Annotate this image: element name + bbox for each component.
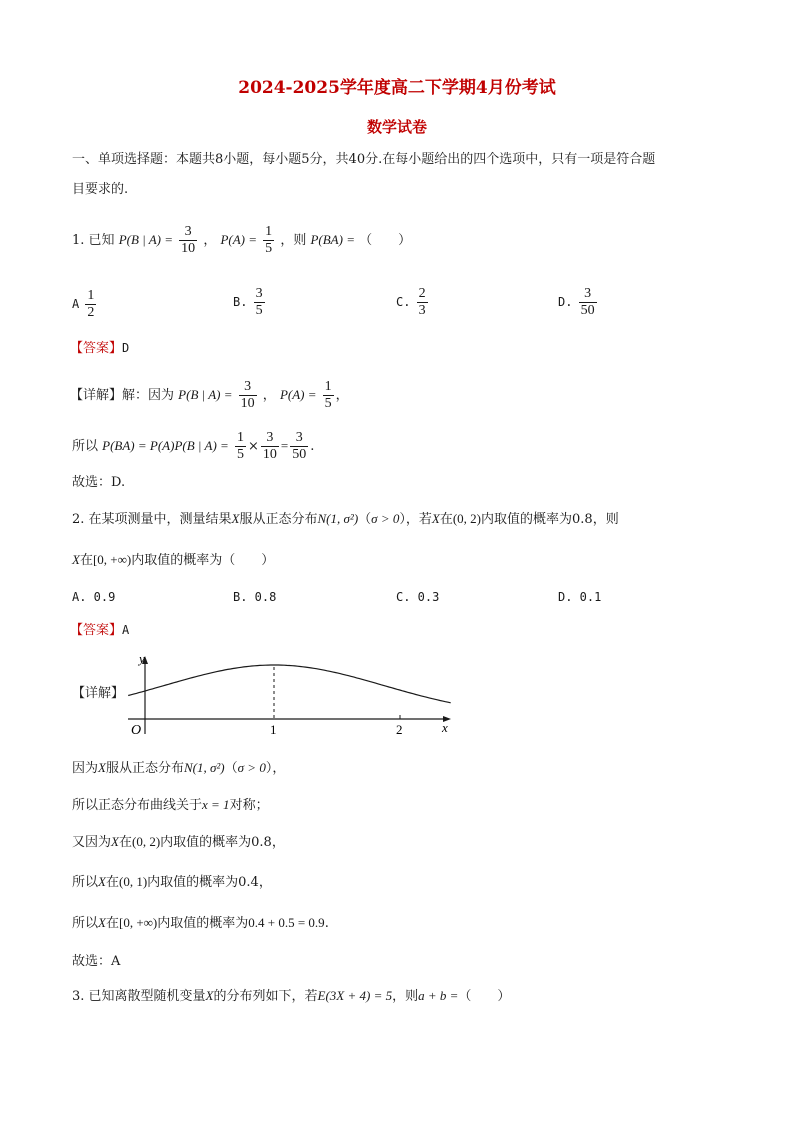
q2-explain-1: 因为X服从正态分布N(1, σ²)（σ > 0）， xyxy=(72,760,286,776)
q1-frac-3-10: $\frac{3}{10}$ xyxy=(181,224,196,256)
origin-label: O xyxy=(131,723,142,738)
q1-option-d: D. $\frac{3}{50}$ xyxy=(558,286,595,318)
q1-option-b: B. $\frac{3}{5}$ xyxy=(233,286,263,318)
normal-distribution-graph xyxy=(125,648,455,738)
q2-explain-3: 又因为X在(0, 2)内取值的概率为0.8， xyxy=(72,834,285,850)
question-3: 3. 已知离散型随机变量X的分布列如下，若E(3X + 4) = 5，则a + b =（ ） xyxy=(72,988,511,1004)
q1-blank: （ ） xyxy=(359,233,412,248)
question-2-line2: X在[0, +∞)内取值的概率为（ ） xyxy=(72,552,275,568)
q1-product: 所以 P(BA) = P(A)P(B | A) = $\frac{1}{5}$ × $\frac{3}{10}$ = $\frac{3}{50}$ . xyxy=(72,430,315,462)
q1-pba-cond: P(B | A) = xyxy=(118,232,174,247)
q1-frac-1-5: $\frac{1}{5}$ xyxy=(265,224,273,256)
q2-detail-label: 【详解】 xyxy=(72,686,125,701)
q2-option-d: D. 0.1 xyxy=(558,590,602,604)
x-axis-label: x xyxy=(442,720,448,735)
q1-answer: 【答案】D xyxy=(70,341,130,356)
tick-1-label: 1 xyxy=(270,722,277,737)
q2-explain-2: 所以正态分布曲线关于x = 1对称； xyxy=(72,797,269,813)
q2-option-b: B. 0.8 xyxy=(233,590,277,604)
page-subtitle: 数学试卷 xyxy=(366,118,427,136)
q2-explain-4: 所以X在(0, 1)内取值的概率为0.4， xyxy=(72,874,272,890)
q1-option-c: C. $\frac{2}{3}$ xyxy=(396,286,426,318)
q1-detail: 【详解】解：因为 P(B | A) = $\frac{3}{10}$ ， P(A) = $\frac{1}{5}$ ， xyxy=(70,379,349,411)
question-2-line1: 2. 在某项测量中，测量结果X服从正态分布N(1, σ²)（σ > 0），若X在(0, 2)内取值的概率为0.8，则 xyxy=(72,511,619,527)
section-intro-line2: 目要求的. xyxy=(72,182,129,197)
bell-curve xyxy=(128,665,451,703)
q1-prefix: 1. 已知 xyxy=(72,233,115,248)
question-1: 1. 已知 P(B | A) = $\frac{3}{10}$ ， P(A) = $\frac{1}{5}$ ，则 P(BA) = （ ） xyxy=(72,224,412,256)
page-title: 2024-2025学年度高二下学期4月份考试 xyxy=(238,78,556,98)
q2-answer: 【答案】A xyxy=(70,623,130,638)
q1-pba: P(BA) = xyxy=(310,232,355,247)
tick-2-label: 2 xyxy=(396,722,403,737)
section-intro-line1: 一、单项选择题：本题共8小题，每小题5分，共40分.在每小题给出的四个选项中，只有一项是符合题 xyxy=(72,152,656,167)
q1-pick: 故选：D. xyxy=(72,475,126,490)
q1-pa: P(A) = xyxy=(220,232,258,247)
q2-pick: 故选：A xyxy=(72,954,121,969)
q2-explain-5: 所以X在[0, +∞)内取值的概率为0.4 + 0.5 = 0.9. xyxy=(72,915,329,931)
q2-option-a: A. 0.9 xyxy=(72,590,116,604)
y-axis-label: y xyxy=(139,651,145,666)
q1-option-a: A $\frac{1}{2}$ xyxy=(72,288,95,320)
q2-option-c: C. 0.3 xyxy=(396,590,440,604)
